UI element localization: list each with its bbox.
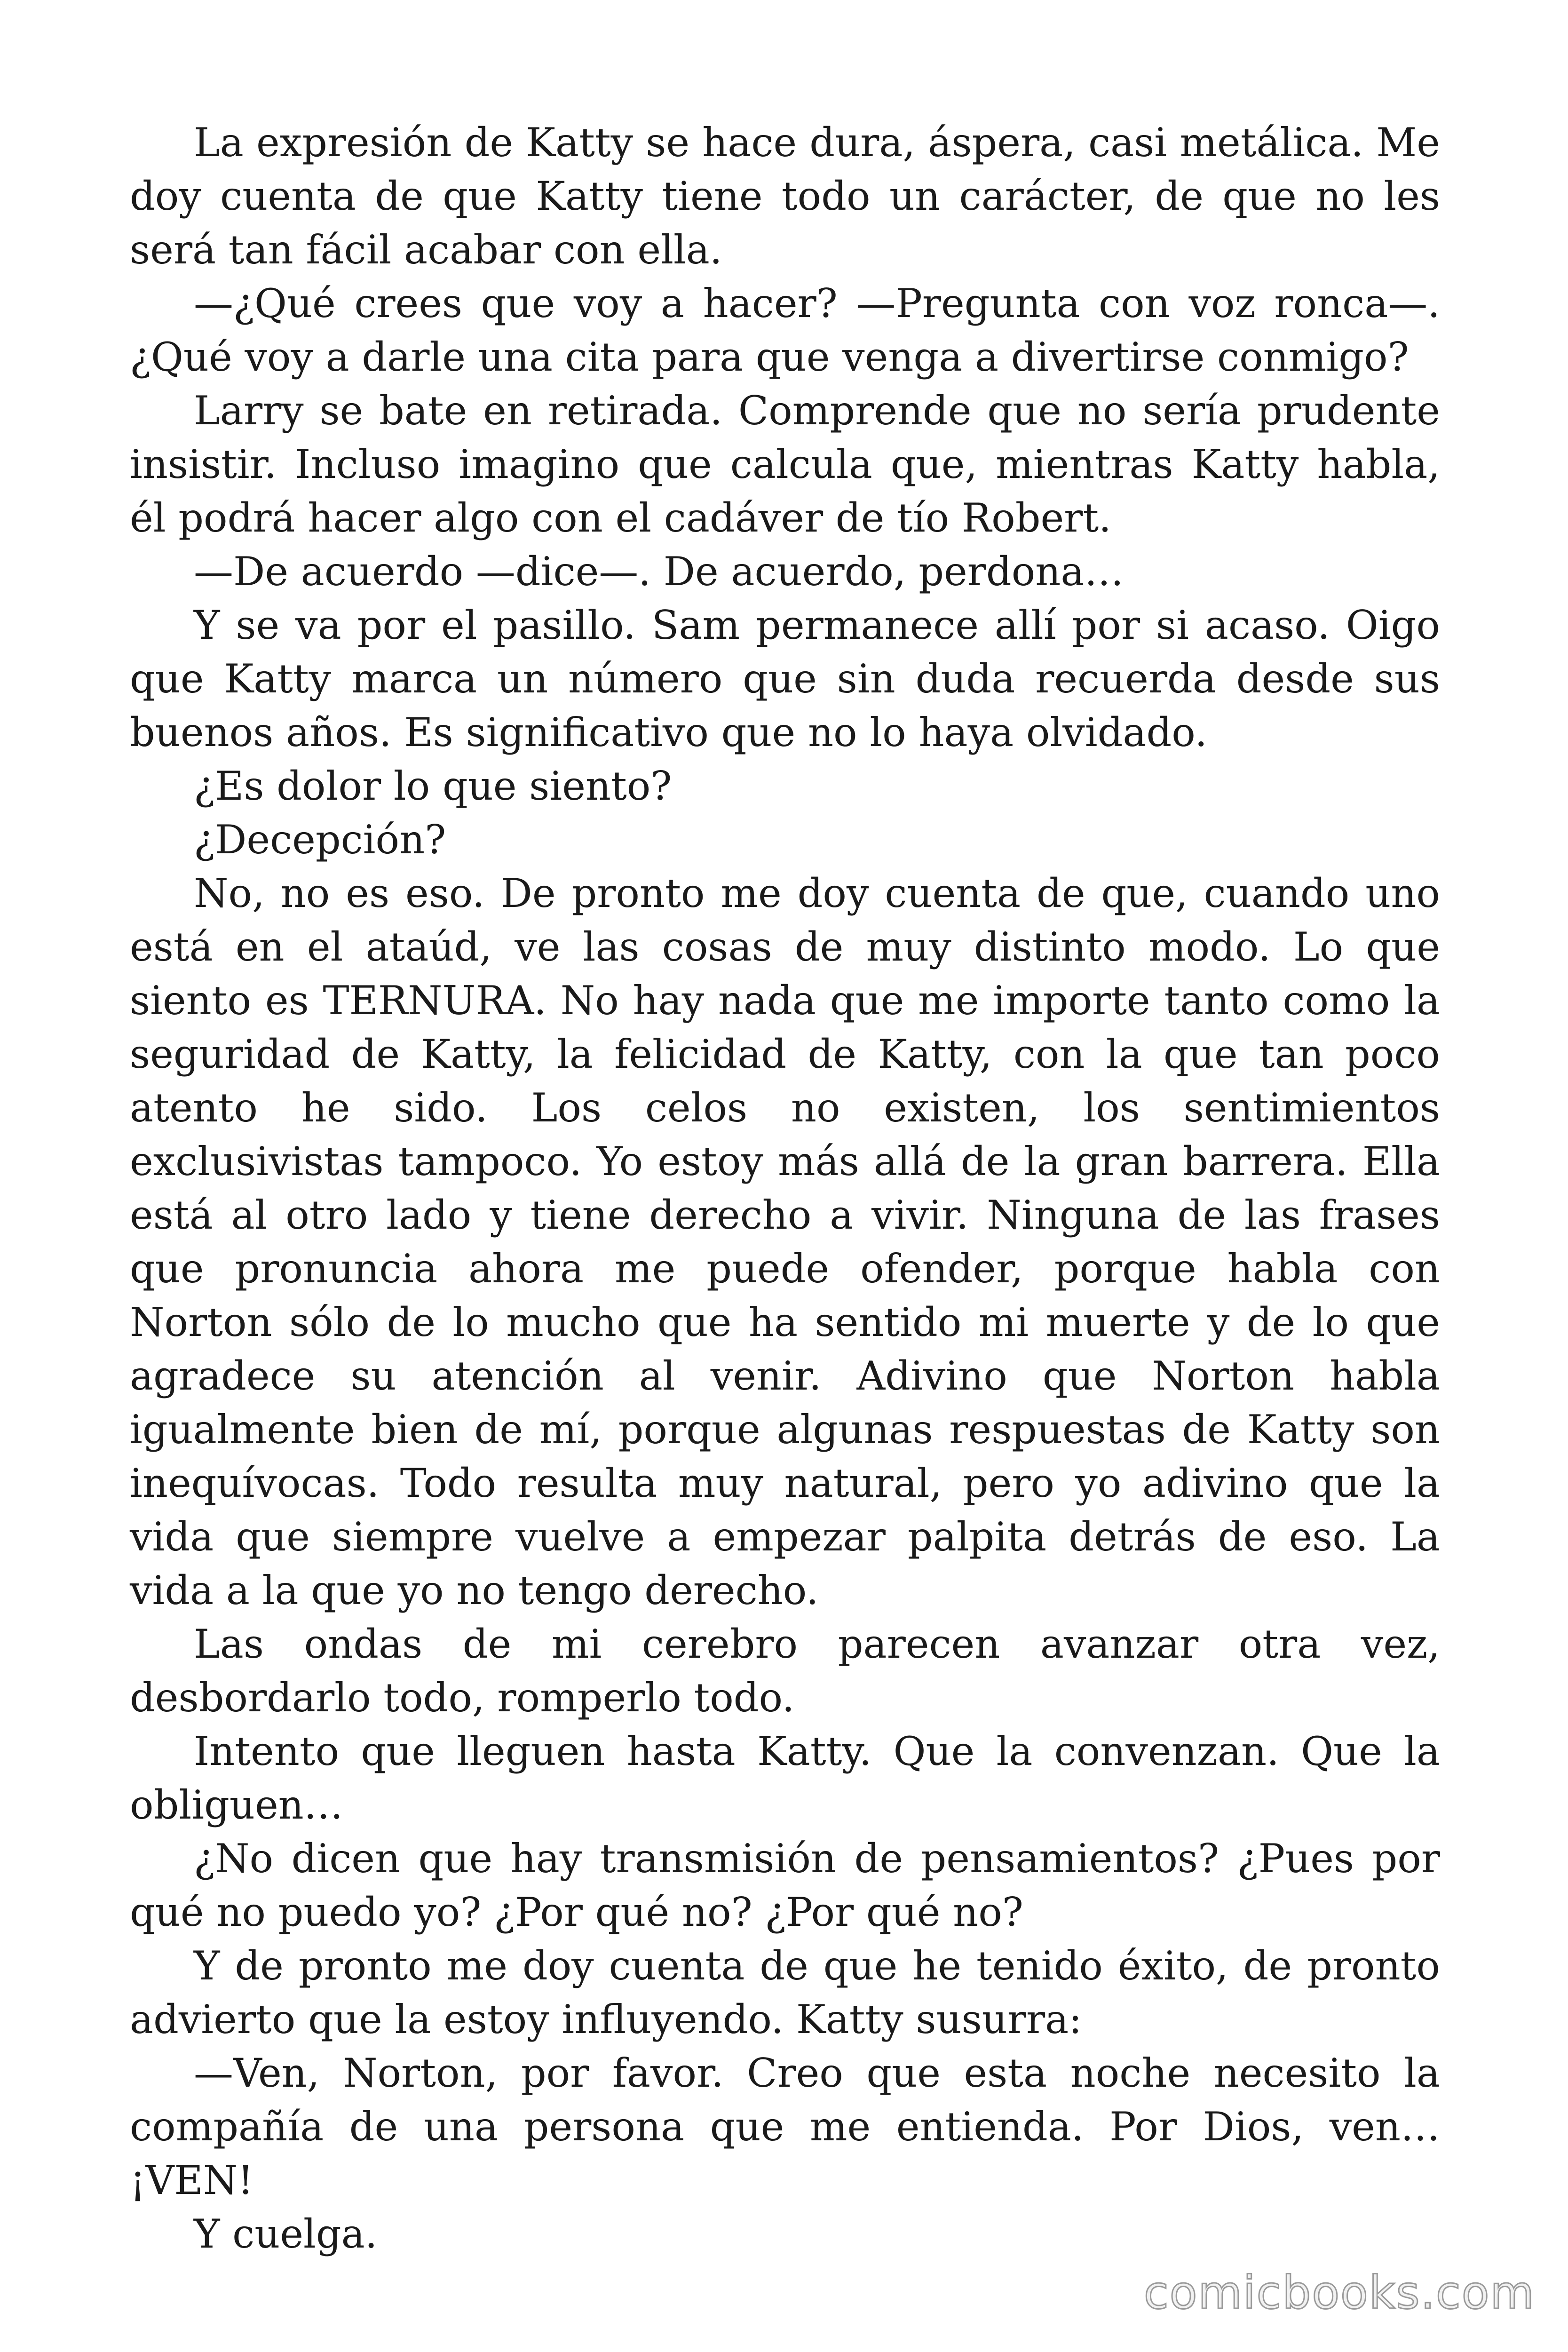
paragraph: Intento que lleguen hasta Katty. Que la convenzan. Que la obliguen… bbox=[130, 1728, 1440, 1828]
paragraph: Y de pronto me doy cuenta de que he tenido éxito, de pronto advierto que la estoy influyendo. Katty susurra: bbox=[130, 1943, 1440, 2042]
paragraph: Larry se bate en retirada. Comprende que no sería prudente insistir. Incluso imagino que calcula que, mientras Katty habla, él podrá hacer algo con el cadáver de tío Robert. bbox=[130, 388, 1440, 541]
paragraph: ¿Es dolor lo que siento? bbox=[194, 763, 672, 809]
paragraph: ¿No dicen que hay transmisión de pensamientos? ¿Pues por qué no puedo yo? ¿Por qué no? ¿Por qué no? bbox=[130, 1836, 1440, 1935]
page-body bbox=[130, 116, 1440, 2261]
paragraph: Y se va por el pasillo. Sam permanece allí por si acaso. Oigo que Katty marca un número que sin duda recuerda desde sus buenos años. Es significativo que no lo haya olvidado. bbox=[130, 602, 1440, 755]
paragraph: ¿Decepción? bbox=[194, 817, 446, 863]
paragraph: Las ondas de mi cerebro parecen avanzar otra vez, desbordarlo todo, romperlo todo. bbox=[130, 1621, 1440, 1721]
paragraph: No, no es eso. De pronto me doy cuenta de que, cuando uno está en el ataúd, ve las cosas de muy distinto modo. Lo que siento es TERNURA. No hay nada que me importe tanto como la seguridad de Katty, la felicidad de Katty, con la que tan poco atento he sido. Los celos no existen, los sentimientos exclusivistas tampoco. Yo estoy más allá de la gran barrera. Ella está al otro lado y tiene derecho a vivir. Ninguna de las frases que pronuncia ahora me puede ofender, porque habla con Norton sólo de lo mucho que ha sentido mi muerte y de lo que agradece su atención al venir. Adivino que Norton habla igualmente bien de mí, porque algunas respuestas de Katty son inequívocas. Todo resulta muy natural, pero yo adivino que la vida que siempre vuelve a empezar palpita detrás de eso. La vida a la que yo no tengo derecho. bbox=[130, 870, 1440, 1613]
paragraph: Y cuelga. bbox=[194, 2211, 378, 2257]
paragraph: —Ven, Norton, por favor. Creo que esta noche necesito la compañía de una persona que me entienda. Por Dios, ven… ¡VEN! bbox=[130, 2050, 1440, 2203]
paragraph: La expresión de Katty se hace dura, áspera, casi metálica. Me doy cuenta de que Katty tiene todo un carácter, de que no les será tan fácil acabar con ella. bbox=[130, 119, 1440, 273]
paragraph: —¿Qué crees que voy a hacer? —Pregunta con voz ronca—. ¿Qué voy a darle una cita para que venga a divertirse conmigo? bbox=[130, 280, 1440, 380]
paragraph: —De acuerdo —dice—. De acuerdo, perdona… bbox=[194, 548, 1124, 595]
watermark: comicbooks.com bbox=[1143, 2266, 1535, 2319]
